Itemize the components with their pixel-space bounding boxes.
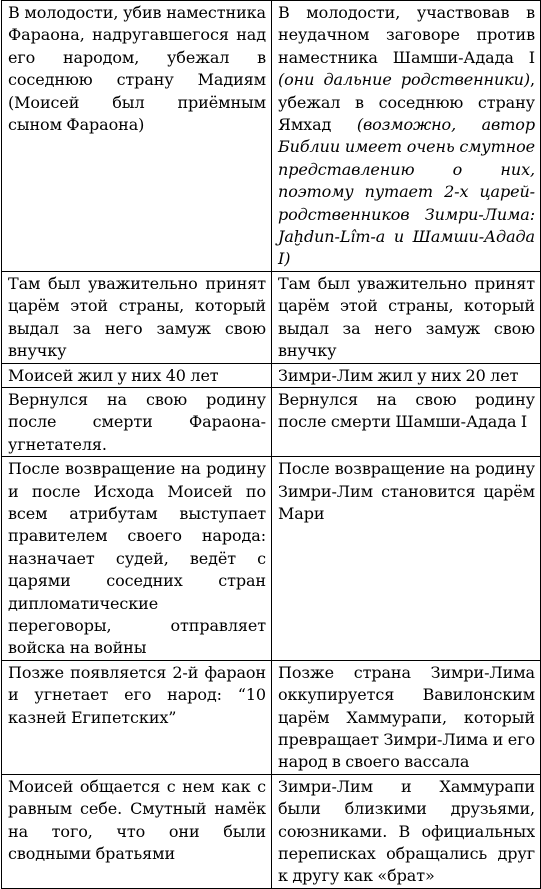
zimri-lim-cell [272,774,541,888]
cell-text: Вернулся на свою родину после смерти Фараона-угнетателя. [8,389,266,454]
moses-cell [2,457,272,661]
table-row [2,660,541,774]
moses-cell [2,660,272,774]
comparison-table-body [2,1,541,889]
zimri-lim-cell [272,387,541,456]
comparison-table [1,0,541,889]
zimri-lim-cell [272,1,541,272]
italic-text: (они дальние родственники) [278,70,530,90]
cell-text: Там был уважительно принят царём этой страны, который выдал за него замуж свою внучку [8,273,266,361]
cell-text: После возвращение на родину Зимри-Лим становится царём Мари [278,459,535,523]
zimri-lim-cell [272,457,541,661]
moses-cell [2,363,272,387]
moses-cell [2,774,272,888]
cell-text: Позже страна Зимри-Лима оккупируется Вавилонским царём Хаммурапи, который превращает Зимри-Лима и его народ в своего вассала [278,662,535,772]
table-row [2,457,541,661]
cell-text: В молодости, убив наместника Фараона, надругавшегося над его народом, убежал в соседнюю страну Мадиям (Моисей был приёмным сыном Фараона) [8,3,266,135]
cell-text: После возвращение на родину и после Исхода Моисей по всем атрибутам выступает правителем своего народа: назначает судей, ведёт с царями соседних стран дипломатические переговоры, отправляет войска на войны [8,459,266,658]
cell-text: Там был уважительно принят царём этой страны, который выдал за него замуж свою внучку [278,273,535,361]
cell-text: Зимри-Лим и Хаммурапи были близкими друзьями, союзниками. В официальных переписках обращались друг к другу как «брат» [278,776,535,886]
table-row [2,774,541,888]
italic-text: (возможно, автор Библии имеет очень смутное представлению о них, поэтому путает 2-х царей-родственников Зимри-Лима: Jaḫdun-Lîm-a и Шамши-Адада I) [278,115,535,269]
cell-text: Моисей жил у них 40 лет [8,365,219,385]
table-row [2,1,541,272]
zimri-lim-cell [272,660,541,774]
table-row [2,271,541,363]
cell-text: Моисей общается с нем как с равным себе. Смутный намёк на того, что они были сводными братьями [8,776,266,864]
table-row [2,363,541,387]
cell-text: , убежал в соседнюю страну Ямхад [278,70,535,135]
cell-text: Зимри-Лим жил у них 20 лет [278,365,519,385]
table-row [2,387,541,456]
moses-cell [2,271,272,363]
cell-text: В молодости, участвовав в неудачном заговоре против наместника Шамши-Адада I [278,3,535,67]
zimri-lim-cell [272,363,541,387]
cell-text: Позже появляется 2-й фараон и угнетает его народ: “10 казней Египетских” [8,662,266,727]
moses-cell [2,1,272,272]
cell-text: Вернулся на свою родину после смерти Шамши-Адада I [278,389,535,432]
zimri-lim-cell [272,271,541,363]
moses-cell [2,387,272,456]
